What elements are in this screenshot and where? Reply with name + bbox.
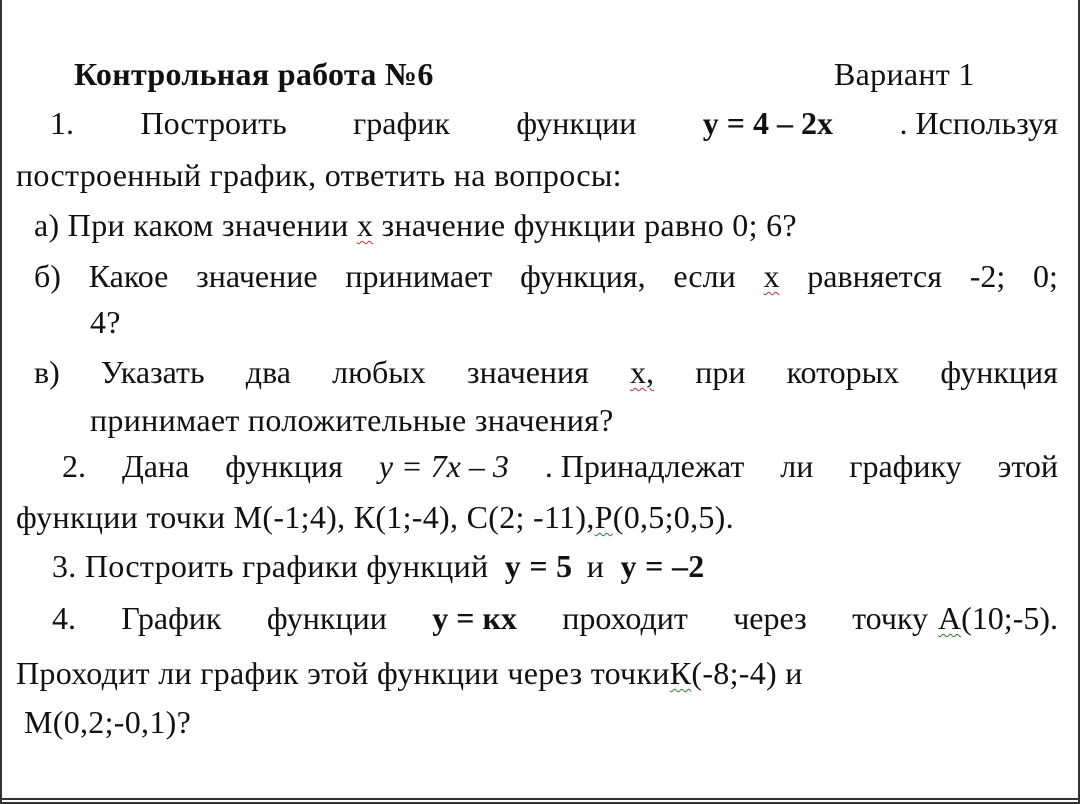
task1-c-line2: принимает положительные значения? (90, 402, 614, 438)
task3-and: и (586, 548, 605, 584)
task1-after: . Используя (899, 105, 1058, 141)
task4-line2-pre: Проходит ли график этой функции через точки (16, 655, 670, 691)
task1-b-tail: 0; (1033, 258, 1058, 294)
task1-line1 (50, 103, 1058, 143)
task4-line2-post: (-8;-4) и (691, 655, 803, 691)
task2-tail: этой (997, 448, 1058, 484)
task1-b-tail: -2; (969, 258, 1006, 294)
document-title: Контрольная работа №6 (74, 56, 434, 92)
task4-line1 (52, 598, 1058, 638)
task2-line1 (62, 446, 1058, 486)
task1-b-word: если (673, 258, 736, 294)
task1-formula: y = 4 – 2x (702, 105, 834, 141)
task1-b-word: функция, (520, 258, 646, 294)
task1-b-line1 (34, 256, 1058, 296)
task1-a (34, 205, 797, 245)
task1-a-text-pre: При каком значении (67, 207, 349, 243)
task2-line2 (16, 497, 734, 537)
task1-b-tail: равняется (807, 258, 942, 294)
task4-point-group (852, 598, 1058, 638)
task3-text: 3. Построить графики функций (52, 548, 489, 584)
task3-formula1: y = 5 (504, 548, 573, 584)
task4-formula: y = кx (432, 600, 517, 636)
task2-formula: y = 7x – 3 (378, 448, 509, 484)
task1-b-var: х (763, 258, 780, 294)
task2-word: Дана (121, 448, 190, 484)
task1-a-text-post: значение функции равно 0; 6? (381, 207, 797, 243)
task1-c-word: значения (466, 354, 589, 390)
task2-point-p: Р (594, 499, 613, 535)
task4-word: проходит (562, 600, 688, 636)
task1-c-word: функция (940, 354, 1058, 390)
task1-word: график (353, 105, 450, 141)
task1-word: Построить (140, 105, 287, 141)
task2-tail: . Принадлежат (544, 448, 745, 484)
task1-b-word: принимает (345, 258, 493, 294)
task2-tail: графику (849, 448, 962, 484)
task1-c-marker: в) (34, 354, 60, 390)
task1-b-word: Какое (88, 258, 169, 294)
task4-point-k: К (669, 655, 692, 691)
task1-c-line1 (34, 352, 1058, 392)
task4-line2 (16, 653, 803, 693)
bottom-border (2, 798, 1078, 804)
task1-b-line2: 4? (90, 304, 121, 340)
task1-number: 1. (50, 105, 74, 141)
task1-c-word: Указать (100, 354, 205, 390)
task2-number: 2. (62, 448, 86, 484)
task3-line (52, 546, 705, 586)
task1-word: функции (516, 105, 637, 141)
task4-word: График (121, 600, 222, 636)
task1-c-word: два (245, 354, 291, 390)
task4-number: 4. (52, 600, 76, 636)
task2-word: функция (225, 448, 343, 484)
task4-line3: М(0,2;-0,1)? (24, 704, 192, 740)
task2-line2-post: (0,5;0,5). (612, 499, 734, 535)
task1-line2: построенный график, ответить на вопросы: (16, 157, 622, 193)
task2-line2-pre: функции точки М(-1;4), К(1;-4), С(2; -11), (16, 499, 595, 535)
variant-label: Вариант 1 (834, 56, 975, 92)
task1-c-word: которых (786, 354, 900, 390)
task4-point-word: точку (852, 600, 929, 636)
task4-point-a-coords: (10;-5). (961, 600, 1058, 636)
task1-c-word: при (695, 354, 746, 390)
task1-a-marker: а) (34, 207, 60, 243)
task4-word: функции (266, 600, 387, 636)
task3-formula2: y = –2 (620, 548, 705, 584)
task1-c-word: любых (332, 354, 426, 390)
task1-c-var: х, (630, 354, 655, 390)
task2-tail: ли (780, 448, 814, 484)
task1-a-var: х (356, 207, 374, 243)
task4-word: через (733, 600, 807, 636)
task1-b-marker: б) (34, 258, 61, 294)
task1-b-word: значение (196, 258, 318, 294)
task4-point-a: А (938, 600, 962, 636)
